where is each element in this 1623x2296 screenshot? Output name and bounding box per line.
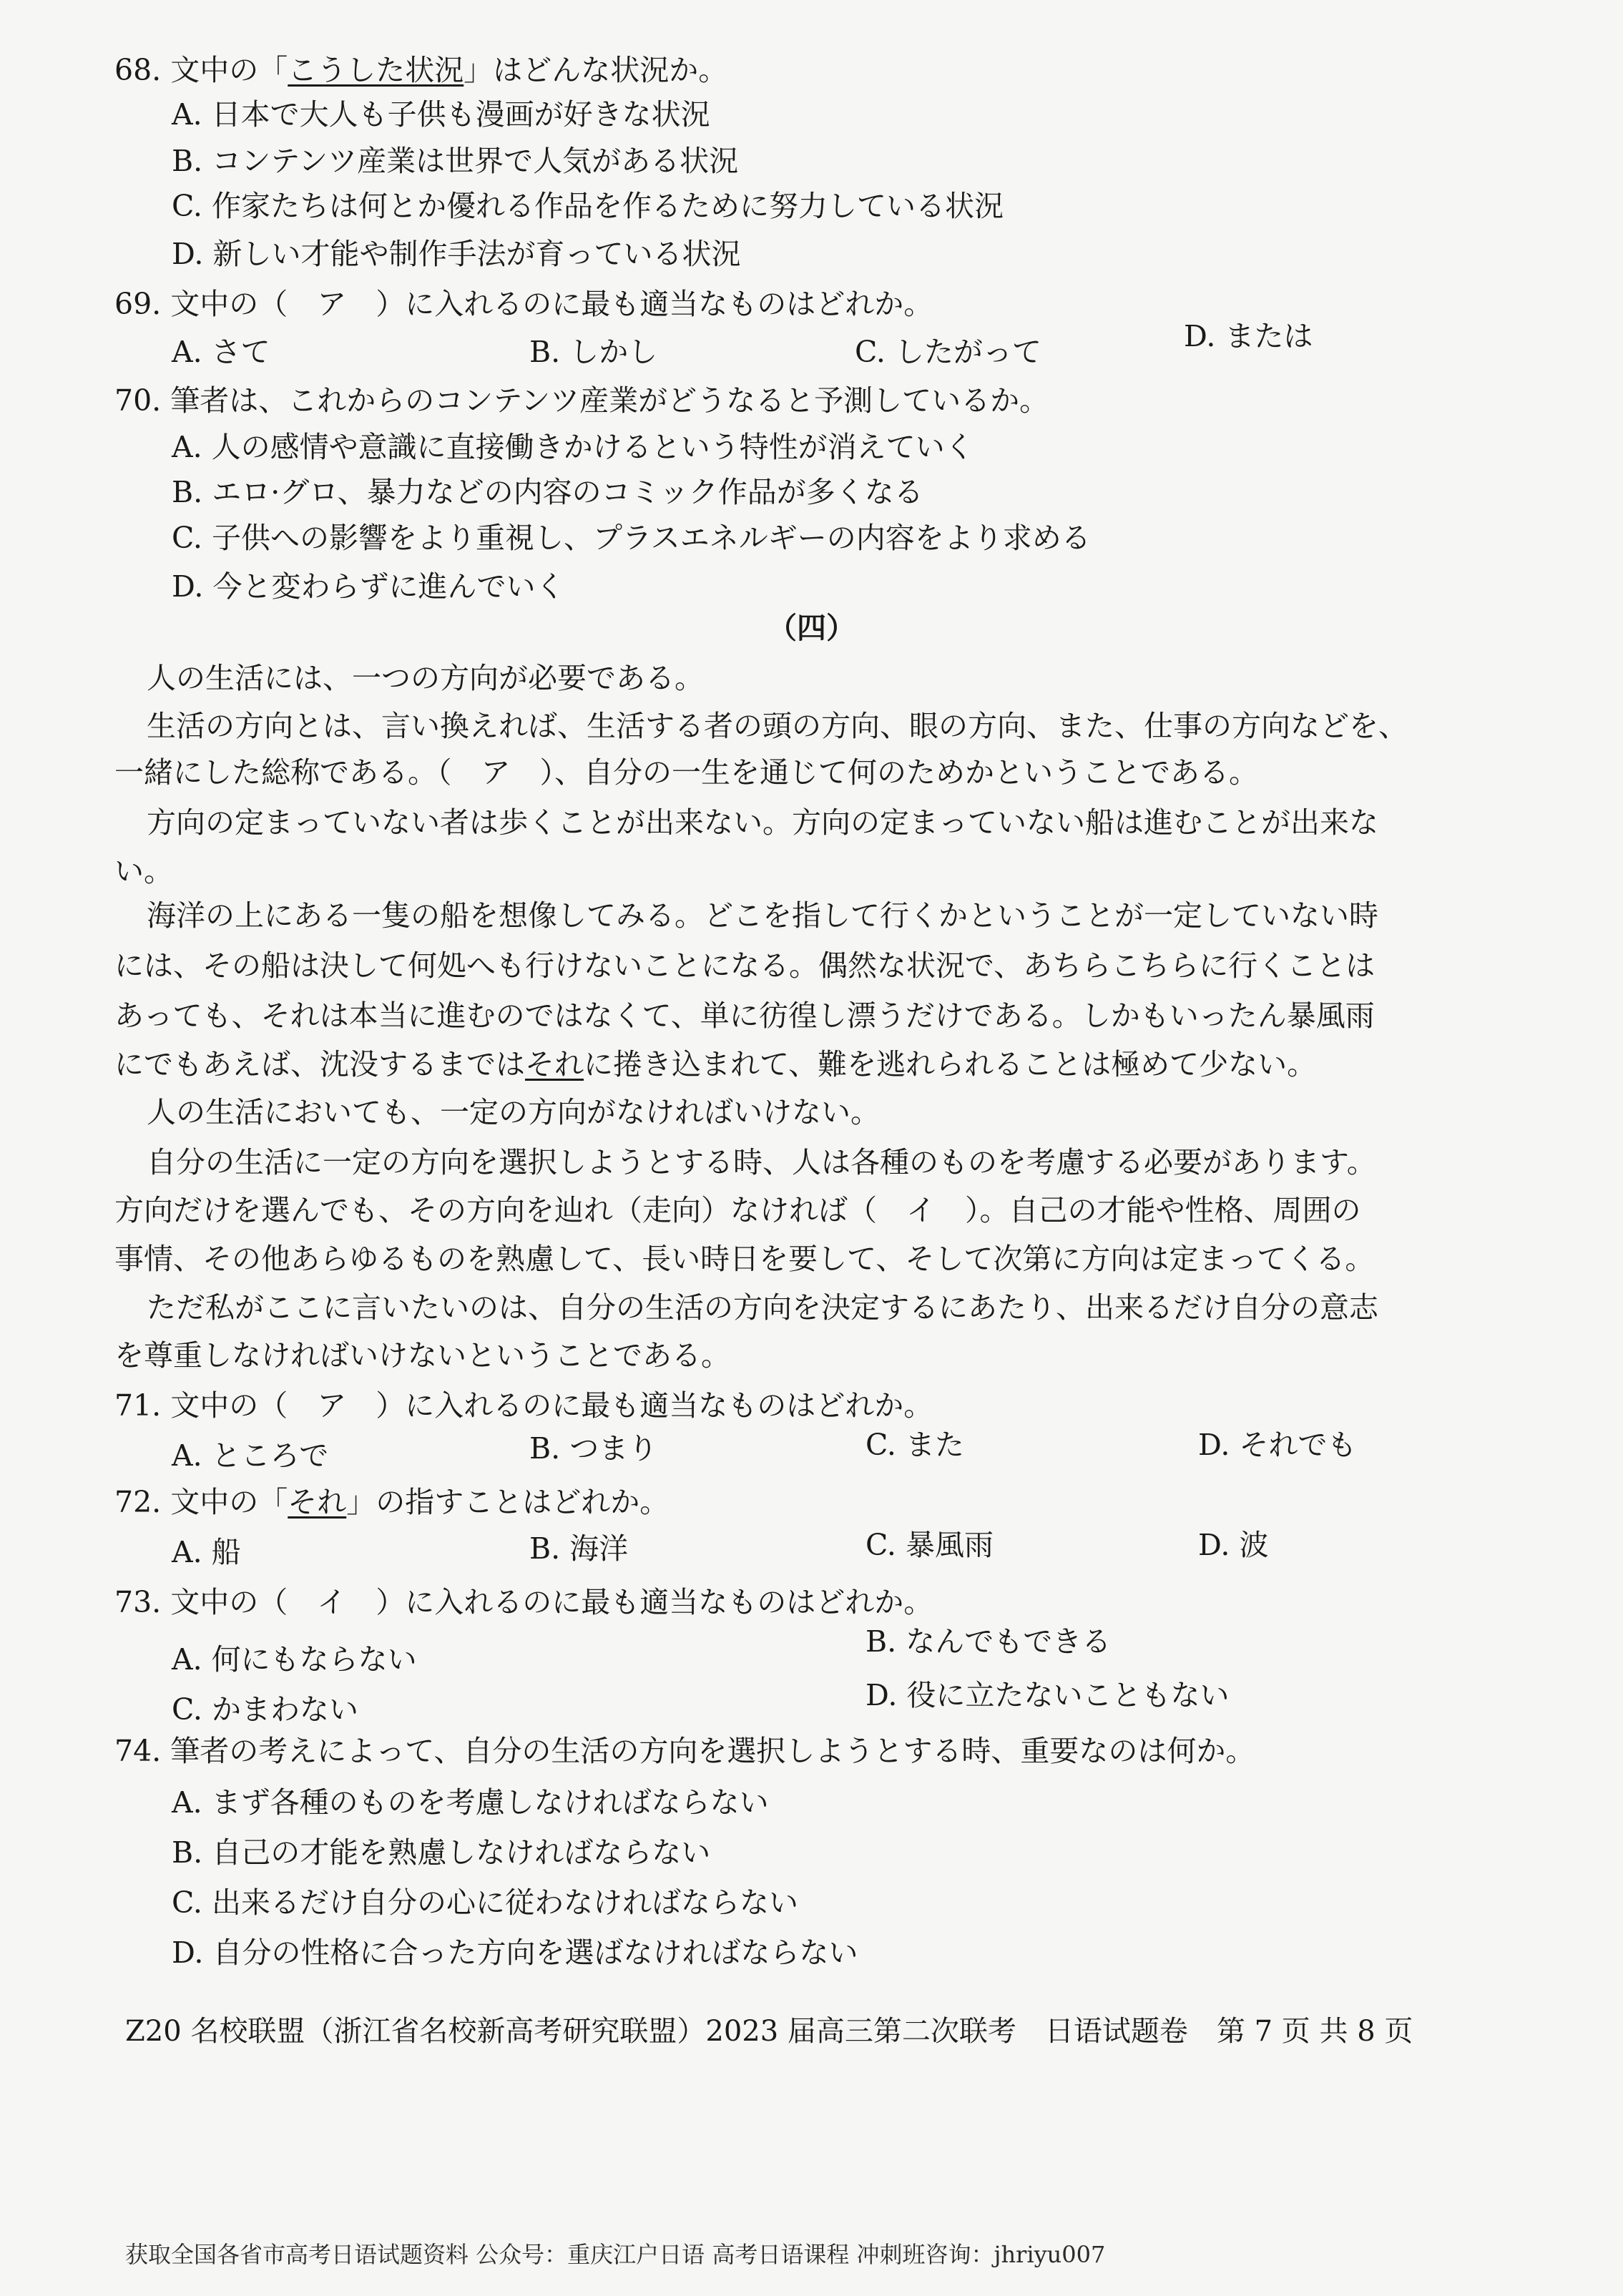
question-72: 72. 文中の「それ」の指すことはどれか。 [114,1485,670,1519]
option-72-b: B. 海洋 [529,1531,629,1566]
question-68: 68. 文中の「こうした状況」はどんな状況か。 [114,53,728,87]
passage-line: 自分の生活に一定の方向を選択しようとする時、人は各種のものを考慮する必要があります。 [147,1145,1376,1179]
question-73: 73. 文中の（ イ ）に入れるのに最も適当なものはどれか。 [114,1585,933,1619]
option-71-a: A. ところで [172,1438,329,1473]
option-71-b: B. つまり [529,1431,658,1466]
passage-line: あっても、それは本当に進むのではなくて、単に彷徨し漂うだけである。しかもいったん暴風雨 [114,999,1375,1033]
option-69-c: C. したがって [855,335,1041,369]
option-74-d: D. 自分の性格に合った方向を選ばなければならない [172,1936,858,1970]
underlined-term: それ [288,1485,347,1519]
question-71: 71. 文中の（ ア ）に入れるのに最も適当なものはどれか。 [114,1388,933,1423]
option-73-b: B. なんでもできる [866,1624,1112,1659]
option-68-d: D. 新しい才能や制作手法が育っている状況 [172,237,741,271]
passage-line: 人の生活には、一つの方向が必要である。 [147,661,704,695]
passage-line: 海洋の上にある一隻の船を想像してみる。どこを指して行くかということが一定していない時 [147,898,1378,933]
option-71-d: D. それでも [1198,1428,1357,1462]
passage-line: 人の生活においても、一定の方向がなければいけない。 [147,1095,880,1129]
underlined-term: こうした状況 [288,53,464,87]
option-68-a: A. 日本で大人も子供も漫画が好きな状況 [172,97,710,132]
option-70-b: B. エロ·グロ、暴力などの内容のコミック作品が多くなる [172,475,923,509]
option-72-a: A. 船 [172,1535,241,1569]
option-72-c: C. 暴風雨 [866,1528,994,1562]
passage-line: 一緒にした総称である。（ ア ）、自分の一生を通じて何のためかということである。 [114,755,1258,790]
option-74-b: B. 自己の才能を熟慮しなければならない [172,1835,711,1870]
underlined-term: それ [525,1047,584,1081]
section-title: （四） [768,611,855,645]
option-74-a: A. まず各種のものを考慮しなければならない [172,1785,769,1820]
bottom-note: 获取全国各省市高考日语试题资料 公众号：重庆江户日语 高考日语课程 冲刺班咨询：jhriyu007 [125,2241,1106,2268]
passage-line: ただ私がここに言いたいのは、自分の生活の方向を決定するにあたり、出来るだけ自分の意志 [147,1290,1378,1325]
option-69-d: D. または [1184,319,1313,353]
option-70-a: A. 人の感情や意識に直接働きかけるという特性が消えていく [172,430,974,464]
option-72-d: D. 波 [1198,1528,1269,1562]
option-70-d: D. 今と変わらずに進んでいく [172,569,565,604]
question-69: 69. 文中の（ ア ）に入れるのに最も適当なものはどれか。 [114,287,933,321]
option-74-c: C. 出来るだけ自分の心に従わなければならない [172,1885,798,1920]
passage-line: 方向だけを選んでも、その方向を辿れ（走向）なければ（ イ ）。自己の才能や性格、周囲の [114,1193,1361,1227]
passage-line: を尊重しなければいけないということである。 [114,1338,730,1373]
option-73-d: D. 役に立たないこともない [866,1678,1230,1712]
option-73-c: C. かまわない [172,1692,358,1727]
question-74: 74. 筆者の考えによって、自分の生活の方向を選択しようとする時、重要なのは何か。 [114,1734,1255,1768]
page-footer: Z20 名校联盟（浙江省名校新高考研究联盟）2023 届高三第二次联考 日语试题卷 第 7 页 共 8 页 [125,2015,1413,2048]
passage-line: 方向の定まっていない者は歩くことが出来ない。方向の定まっていない船は進むことが出来な [147,805,1378,840]
option-70-c: C. 子供への影響をより重視し、プラスエネルギーの内容をより求める [172,521,1091,555]
option-68-c: C. 作家たちは何とか優れる作品を作るために努力している状況 [172,189,1004,223]
option-71-c: C. また [866,1428,964,1462]
option-73-a: A. 何にもならない [172,1642,417,1677]
question-70: 70. 筆者は、これからのコンテンツ産業がどうなると予測しているか。 [114,383,1049,418]
passage-line: 生活の方向とは、言い換えれば、生活する者の頭の方向、眼の方向、また、仕事の方向などを、 [147,709,1408,743]
passage-line: 事情、その他あらゆるものを熟慮して、長い時日を要して、そして次第に方向は定まってくる。 [114,1242,1375,1276]
passage-line: には、その船は決して何処へも行けないことになる。偶然な状況で、あちらこちらに行くことは [114,948,1376,983]
option-68-b: B. コンテンツ産業は世界で人気がある状況 [172,144,739,178]
passage-line: にでもあえば、沈没するまではそれに捲き込まれて、難を逃れられることは極めて少ない。 [114,1047,1317,1081]
option-69-b: B. しかし [529,335,658,369]
passage-line: い。 [114,854,173,888]
option-69-a: A. さて [172,335,270,369]
